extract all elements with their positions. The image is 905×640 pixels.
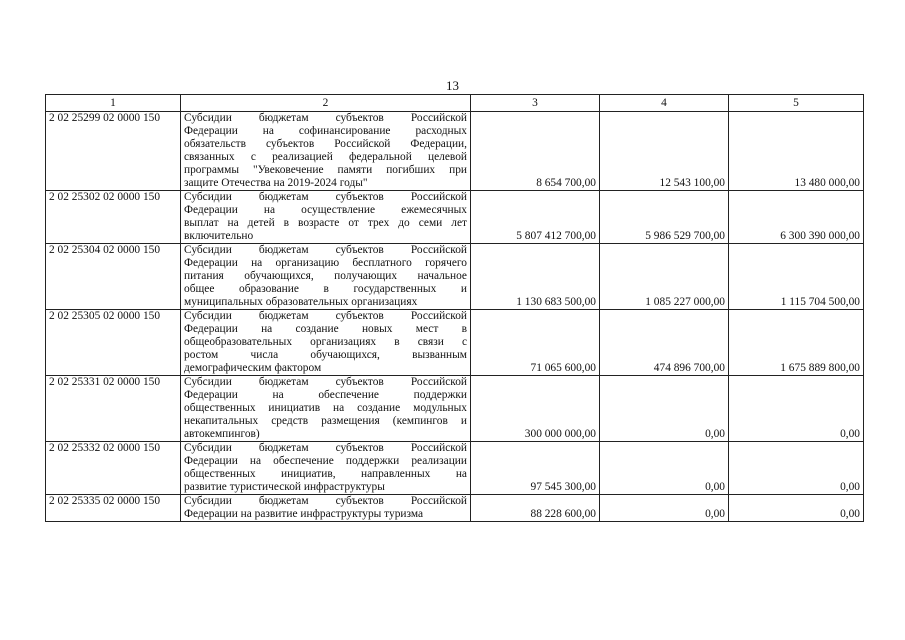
description-line: Субсидии бюджетам субъектов Российской xyxy=(184,112,467,124)
description-line: ростом числа обучающихся, вызванным xyxy=(184,349,467,361)
budget-code-cell: 2 02 25332 02 0000 150 xyxy=(46,442,181,495)
budget-code-cell: 2 02 25331 02 0000 150 xyxy=(46,376,181,442)
amount-cell-year-1: 5 807 412 700,00 xyxy=(471,191,600,244)
description-line: питания обучающихся, получающих начальное xyxy=(184,270,467,282)
description-cell xyxy=(181,244,471,310)
description-line: Федерации на организацию бесплатного горячего xyxy=(184,257,467,269)
description-line: Субсидии бюджетам субъектов Российской xyxy=(184,376,467,388)
description-line: Федерации на обеспечение поддержки реализации xyxy=(184,455,467,467)
description-cell xyxy=(181,191,471,244)
description-line: Субсидии бюджетам субъектов Российской xyxy=(184,442,467,454)
amount-cell-year-3: 0,00 xyxy=(729,376,864,442)
description-line: общеобразовательных организациях в связи с xyxy=(184,336,467,348)
description-line: Федерации на обеспечение поддержки xyxy=(184,389,467,401)
description-line: Федерации на развитие инфраструктуры туризма xyxy=(184,508,424,520)
table-row xyxy=(46,310,864,376)
page-number: 13 xyxy=(446,78,459,93)
description-line: Субсидии бюджетам субъектов Российской xyxy=(184,244,467,256)
budget-code-cell: 2 02 25335 02 0000 150 xyxy=(46,495,181,522)
amount-cell-year-2: 12 543 100,00 xyxy=(600,112,729,191)
column-header: 4 xyxy=(600,95,729,112)
amount-cell-year-1: 8 654 700,00 xyxy=(471,112,600,191)
description-line: демографическим фактором xyxy=(184,362,322,374)
description-line: Субсидии бюджетам субъектов Российской xyxy=(184,310,467,322)
description-cell xyxy=(181,495,471,522)
amount-cell-year-3: 6 300 390 000,00 xyxy=(729,191,864,244)
description-line: Федерации на софинансирование расходных xyxy=(184,125,467,137)
description-line: общее образование в государственных и xyxy=(184,283,467,295)
table-row xyxy=(46,112,864,191)
description-line: защите Отечества на 2019-2024 годы" xyxy=(184,177,368,189)
description-line: Федерации на осуществление ежемесячных xyxy=(184,204,467,216)
description-line: Субсидии бюджетам субъектов Российской xyxy=(184,495,467,507)
amount-cell-year-3: 0,00 xyxy=(729,495,864,522)
budget-code-cell: 2 02 25305 02 0000 150 xyxy=(46,310,181,376)
description-line: Субсидии бюджетам субъектов Российской xyxy=(184,191,467,203)
column-header: 1 xyxy=(46,95,181,112)
budget-code-cell: 2 02 25304 02 0000 150 xyxy=(46,244,181,310)
description-line: развитие туристической инфраструктуры xyxy=(184,481,385,493)
amount-cell-year-1: 88 228 600,00 xyxy=(471,495,600,522)
budget-code-cell: 2 02 25302 02 0000 150 xyxy=(46,191,181,244)
budget-table xyxy=(45,94,864,522)
amount-cell-year-2: 0,00 xyxy=(600,495,729,522)
description-cell xyxy=(181,442,471,495)
description-line: общественных инициатив на создание модульных xyxy=(184,402,467,414)
description-line: некапитальных средств размещения (кемпингов и xyxy=(184,415,467,427)
description-line: автокемпингов) xyxy=(184,428,260,440)
description-line: общественных инициатив, направленных на xyxy=(184,468,467,480)
description-cell xyxy=(181,376,471,442)
column-header: 3 xyxy=(471,95,600,112)
description-line: выплат на детей в возрасте от трех до семи лет xyxy=(184,217,467,229)
amount-cell-year-2: 0,00 xyxy=(600,442,729,495)
description-line: Федерации на создание новых мест в xyxy=(184,323,467,335)
description-line: связанных с реализацией федеральной целевой xyxy=(184,151,467,163)
table-header-row xyxy=(46,95,864,112)
description-line: обязательств субъектов Российской Федерации, xyxy=(184,138,467,150)
description-cell xyxy=(181,310,471,376)
table-row xyxy=(46,191,864,244)
table-row xyxy=(46,442,864,495)
amount-cell-year-1: 71 065 600,00 xyxy=(471,310,600,376)
amount-cell-year-1: 97 545 300,00 xyxy=(471,442,600,495)
table-row xyxy=(46,244,864,310)
amount-cell-year-1: 300 000 000,00 xyxy=(471,376,600,442)
amount-cell-year-3: 13 480 000,00 xyxy=(729,112,864,191)
amount-cell-year-3: 0,00 xyxy=(729,442,864,495)
table-row xyxy=(46,495,864,522)
description-cell xyxy=(181,112,471,191)
amount-cell-year-2: 474 896 700,00 xyxy=(600,310,729,376)
amount-cell-year-2: 0,00 xyxy=(600,376,729,442)
column-header: 2 xyxy=(181,95,471,112)
description-line: программы "Увековечение памяти погибших при xyxy=(184,164,467,176)
budget-code-cell: 2 02 25299 02 0000 150 xyxy=(46,112,181,191)
amount-cell-year-3: 1 115 704 500,00 xyxy=(729,244,864,310)
amount-cell-year-2: 1 085 227 000,00 xyxy=(600,244,729,310)
description-line: включительно xyxy=(184,230,254,242)
table-row xyxy=(46,376,864,442)
amount-cell-year-3: 1 675 889 800,00 xyxy=(729,310,864,376)
amount-cell-year-1: 1 130 683 500,00 xyxy=(471,244,600,310)
amount-cell-year-2: 5 986 529 700,00 xyxy=(600,191,729,244)
column-header: 5 xyxy=(729,95,864,112)
description-line: муниципальных образовательных организациях xyxy=(184,296,418,308)
